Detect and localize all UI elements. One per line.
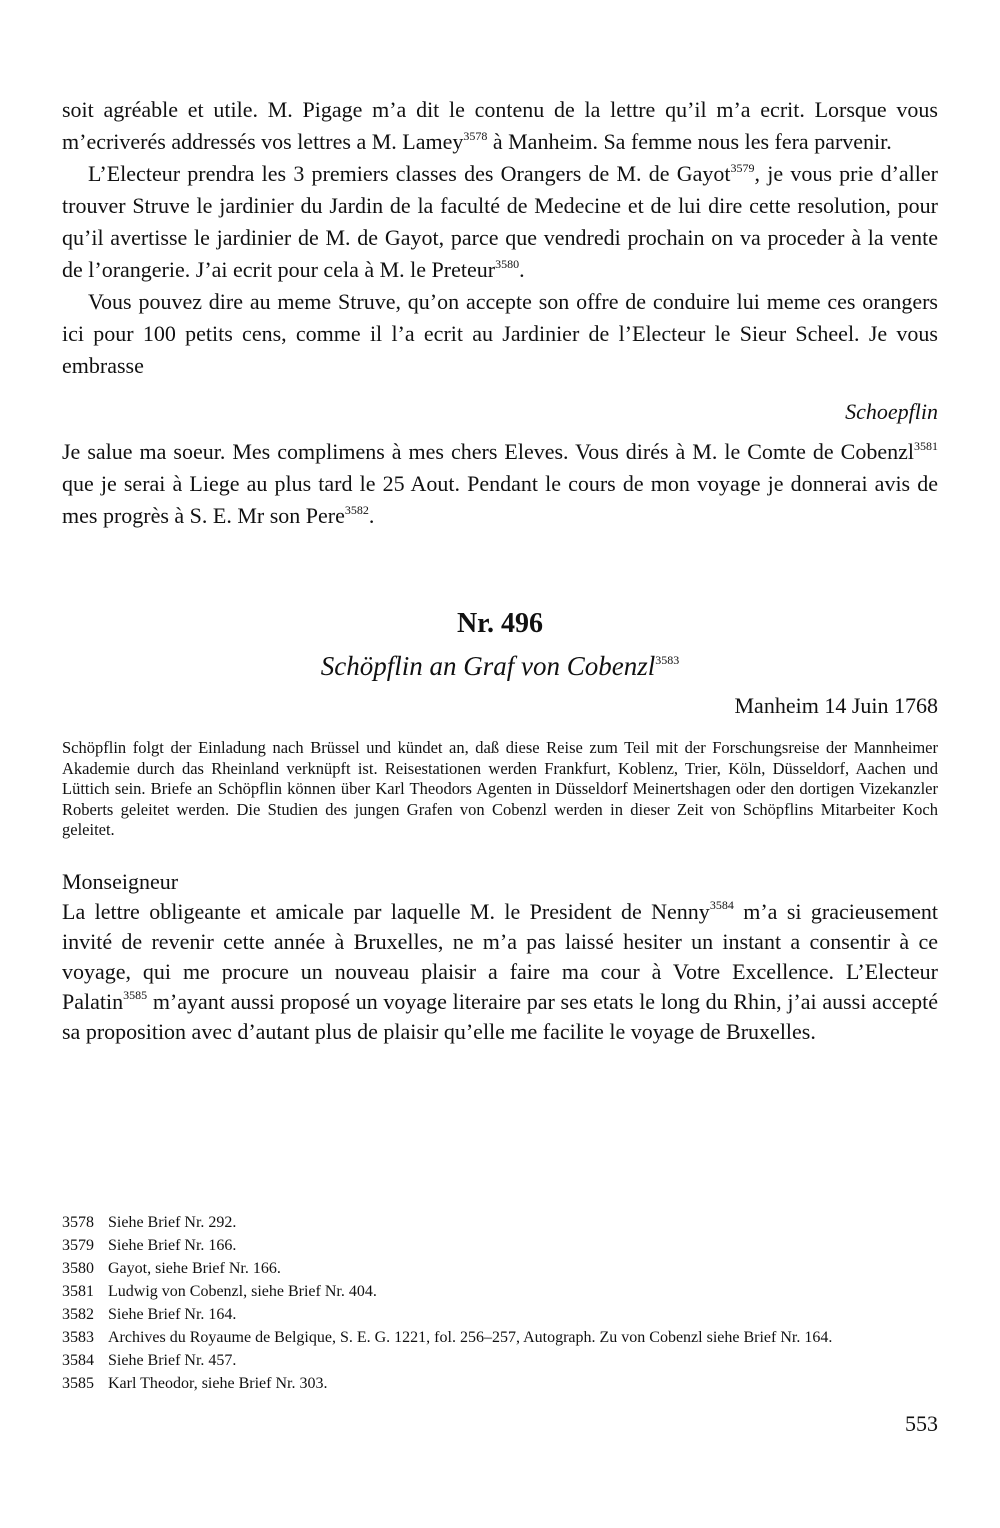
footnote-number: 3578 (62, 1214, 94, 1231)
footnote-text: Gayot, siehe Brief Nr. 166. (108, 1260, 281, 1277)
signature: Schoepflin (845, 399, 938, 424)
footnote-number: 3581 (62, 1283, 94, 1300)
letter-title-text: Schöpflin an Graf von Cobenzl (320, 651, 656, 681)
letter-summary: Schöpflin folgt der Einladung nach Brüssel und kündet an, daß diese Reise zum Teil mit der Forschungsreise der Mannheimer Akademie durch das Rheinland verknüpft ist. Reisestationen werden Frankfurt, Koblenz, Trier, Köln, Düsseldorf, Aachen und Lüttich sein. Briefe an Schöpflin können über Karl Theodors Agenten in Düsseldorf Meinertshagen oder den dortigen Vizekanzler Roberts geleitet werden. Die Studien des jungen Grafen von Cobenzl werden in dieser Zeit von Schöpflins Mitarbeiter Koch geleitet. (62, 738, 938, 839)
footnote-number: 3584 (62, 1352, 94, 1369)
text-run: m’ayant aussi proposé un voyage literaire par ses etats le long du Rhin, j’ai aussi accepté sa proposition avec d’autant plus de plaisir qu’elle me facilite le voyage de Bruxelles. (62, 988, 938, 1044)
footnote-reference: 3582 (344, 502, 369, 517)
text-run: Je salue ma soeur. Mes complimens à mes chers Eleves. Vous dirés à M. le Comte de Cobenzl (62, 439, 914, 464)
footnote (62, 1350, 938, 1371)
postscript (62, 436, 938, 532)
letter-title-footnote-ref: 3583 (655, 653, 680, 667)
text-run: . (519, 257, 525, 282)
footnote (62, 1212, 938, 1233)
letter-number: Nr. 496 (456, 608, 544, 639)
footnote-number: 3580 (62, 1260, 94, 1277)
footnote (62, 1281, 938, 1302)
footnote-reference: 3584 (709, 898, 734, 913)
footnote-text: Siehe Brief Nr. 164. (108, 1306, 237, 1323)
footnote-text: Siehe Brief Nr. 457. (108, 1352, 237, 1369)
footnote-reference: 3585 (123, 988, 148, 1003)
footnote-number: 3583 (62, 1329, 94, 1346)
footnote-reference: 3580 (495, 256, 520, 271)
footnote (62, 1373, 938, 1394)
letter-body (62, 897, 938, 1047)
footnote-reference: 3581 (914, 438, 938, 453)
paragraph-2 (62, 158, 938, 286)
text-run: soit agréable et utile. M. Pigage m’a dit le contenu de la lettre qu’il m’a ecrit. Lorsque vous m’ecriverés addressés vos lettres a M. Lamey (62, 97, 938, 154)
text-run: , je vous prie d’aller trouver Struve le jardinier du Jardin de la faculté de Medecine et de lui dire cette resolution, pour qu’il avertisse le jardinier de M. de Gayot, parce que vendredi prochain on va proceder à la vente de l’orangerie. J’ai ecrit pour cela à M. le Preteur (62, 161, 938, 282)
footnote (62, 1258, 938, 1279)
footnote-text: Karl Theodor, siehe Brief Nr. 303. (108, 1375, 328, 1392)
text-run: La lettre obligeante et amicale par laquelle M. le President de Nenny (62, 898, 710, 924)
footnote-reference: 3579 (730, 160, 755, 175)
letter-title (62, 648, 938, 684)
footnote-text: Archives du Royaume de Belgique, S. E. G. 1221, fol. 256–257, Autograph. Zu von Cobenzl siehe Brief Nr. 164. (108, 1329, 833, 1346)
footnote-number: 3585 (62, 1375, 94, 1392)
footnote-text: Siehe Brief Nr. 292. (108, 1214, 237, 1231)
page-body (62, 94, 938, 1047)
text-run: à Manheim. Sa femme nous les fera parvenir. (487, 129, 892, 154)
footnotes (62, 1212, 938, 1396)
salutation: Monseigneur (62, 868, 179, 894)
text-run: . (368, 503, 375, 528)
page-number: 553 (905, 1411, 938, 1436)
footnote-number: 3579 (62, 1237, 94, 1254)
letter-continuation (62, 94, 938, 382)
footnote (62, 1304, 938, 1325)
footnote (62, 1235, 938, 1256)
footnote-text: Siehe Brief Nr. 166. (108, 1237, 237, 1254)
letter-date: Manheim 14 Juin 1768 (734, 693, 938, 718)
text-run: que je serai à Liege au plus tard le 25 Aout. Pendant le cours de mon voyage je donnerai avis de mes progrès à S. E. Mr son Pere (62, 471, 938, 528)
footnote-text: Ludwig von Cobenzl, siehe Brief Nr. 404. (108, 1283, 377, 1300)
footnote-number: 3582 (62, 1306, 94, 1323)
footnote-reference: 3578 (463, 128, 488, 143)
text-run: m’a si gracieusement invité de revenir cette année à Bruxelles, ne m’a pas laissé hesiter un instant a consentir à ce voyage, qui me procure un nouveau plaisir a faire ma cour à Votre Excellence. L’Electeur Palatin (62, 898, 938, 1014)
paragraph-3 (62, 286, 938, 382)
text-run: Vous pouvez dire au meme Struve, qu’on accepte son offre de conduire lui meme ces orangers ici pour 100 petits cens, comme il l’a ecrit au Jardinier de l’Electeur le Sieur Scheel. Je vous embrasse (62, 289, 938, 378)
footnote (62, 1327, 938, 1348)
paragraph-1 (62, 94, 938, 158)
text-run: L’Electeur prendra les 3 premiers classes des Orangers de M. de Gayot (88, 161, 731, 186)
